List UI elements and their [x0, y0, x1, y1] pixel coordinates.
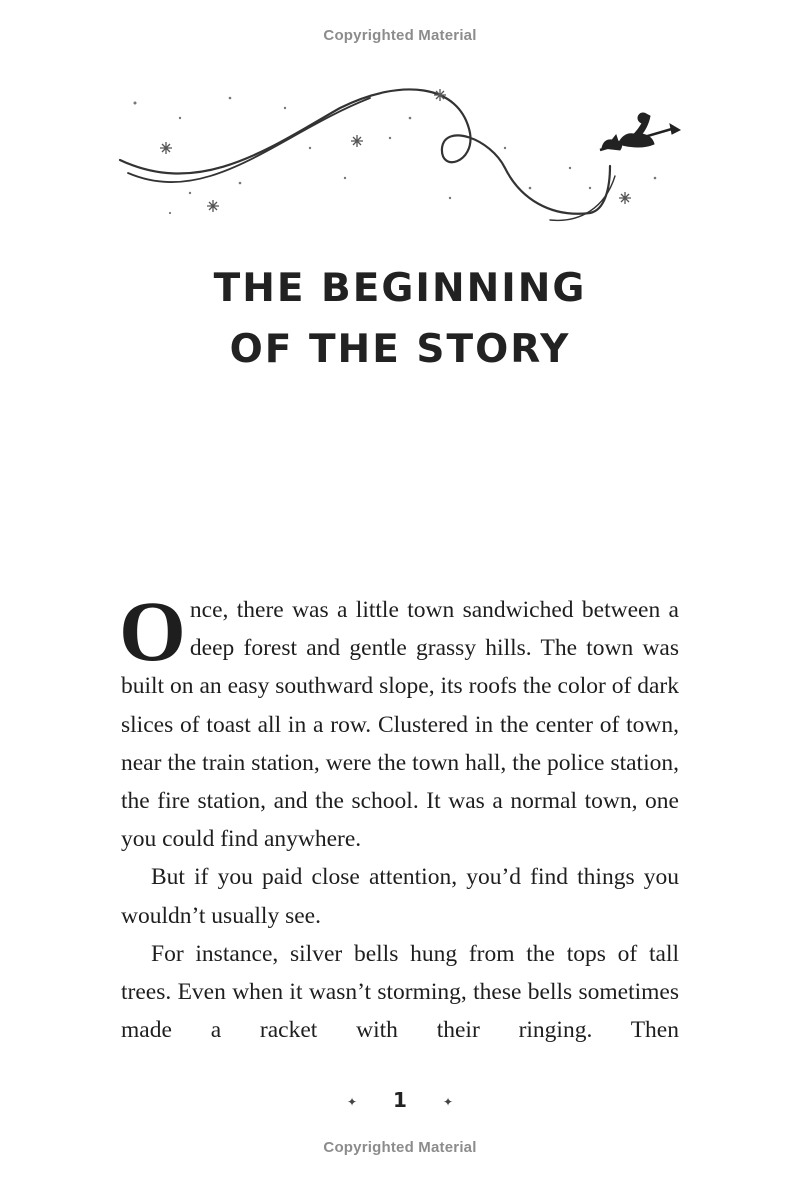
witch-on-broom-icon — [600, 113, 680, 150]
chapter-title-line-1: THE BEGINNING — [213, 266, 587, 311]
paragraph-1-text: nce, there was a little town sandwiched between a deep forest and gentle grassy hills. The town was built on an easy southward slope, its roofs the color of dark slices of toast all in a row. Clustered in the center of town, near the train station, were the town hall, the police station, the fire station, and the school. It was a normal town, one you could find anywhere. — [121, 597, 679, 853]
story-body — [119, 583, 679, 1049]
footer-star-left-icon: ✦ — [346, 1094, 358, 1109]
chapter-title — [0, 258, 800, 380]
chapter-title-line-2: OF THE STORY — [229, 327, 571, 372]
copyright-watermark-top: Copyrighted Material — [323, 27, 477, 44]
footer-star-right-icon: ✦ — [442, 1094, 454, 1109]
page-footer — [0, 1088, 800, 1112]
drop-cap: O — [119, 583, 186, 679]
paragraph-3: For instance, silver bells hung from the tops of tall trees. Even when it wasn’t storming, these bells sometimes made a racket with their ringing. Then — [121, 940, 679, 1044]
page-number: 1 — [393, 1088, 407, 1112]
chapter-ornament — [110, 78, 690, 238]
sparkle-stars — [160, 89, 631, 212]
paragraph-2: But if you paid close attention, you’d find things you wouldn’t usually see. — [121, 864, 679, 929]
paragraph-1 — [119, 583, 679, 858]
copyright-watermark-bottom: Copyrighted Material — [323, 1139, 477, 1156]
